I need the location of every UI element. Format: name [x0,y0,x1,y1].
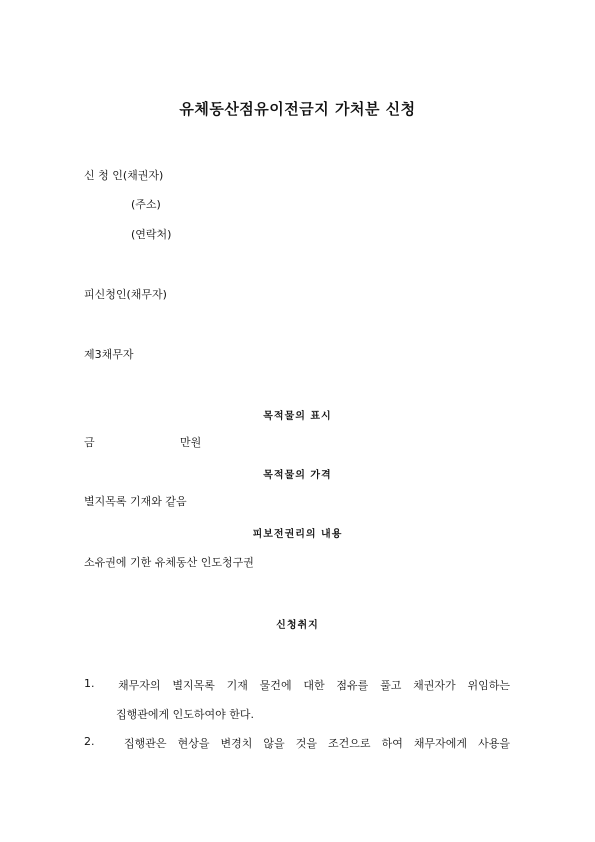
secured-right-text: 소유권에 기한 유체동산 인도청구권 [84,556,254,569]
applicant-contact-label: (연락처) [131,228,172,241]
purpose-item-2-number: 2. [84,735,95,748]
amount-prefix: 금 [84,436,95,449]
amount-unit: 만원 [180,436,202,449]
purpose-item-1-line1: 채무자의 별지목록 기재 물건에 대한 점유를 풀고 채권자가 위임하는 [118,679,510,692]
applicant-address-label: (주소) [131,198,161,211]
object-display-heading: 목적물의 표시 [263,411,332,422]
purpose-item-2-line1: 집행관은 현상을 변경치 않을 것을 조건으로 하여 채무자에게 사용을 [124,737,510,750]
respondent-label: 피신청인(채무자) [84,288,167,301]
purpose-item-1-line2: 집행관에게 인도하여야 한다. [116,708,255,721]
secured-right-heading: 피보전권리의 내용 [252,529,343,540]
third-debtor-label: 제3채무자 [84,348,134,361]
object-value-heading: 목적물의 가격 [263,470,332,481]
document-title: 유체동산점유이전금지 가처분 신청 [179,100,416,118]
purpose-heading: 신청취지 [276,620,319,631]
purpose-item-1-number: 1. [84,677,95,690]
object-value-text: 별지목록 기재와 같음 [84,495,187,508]
applicant-label: 신 청 인(채권자) [84,169,164,182]
